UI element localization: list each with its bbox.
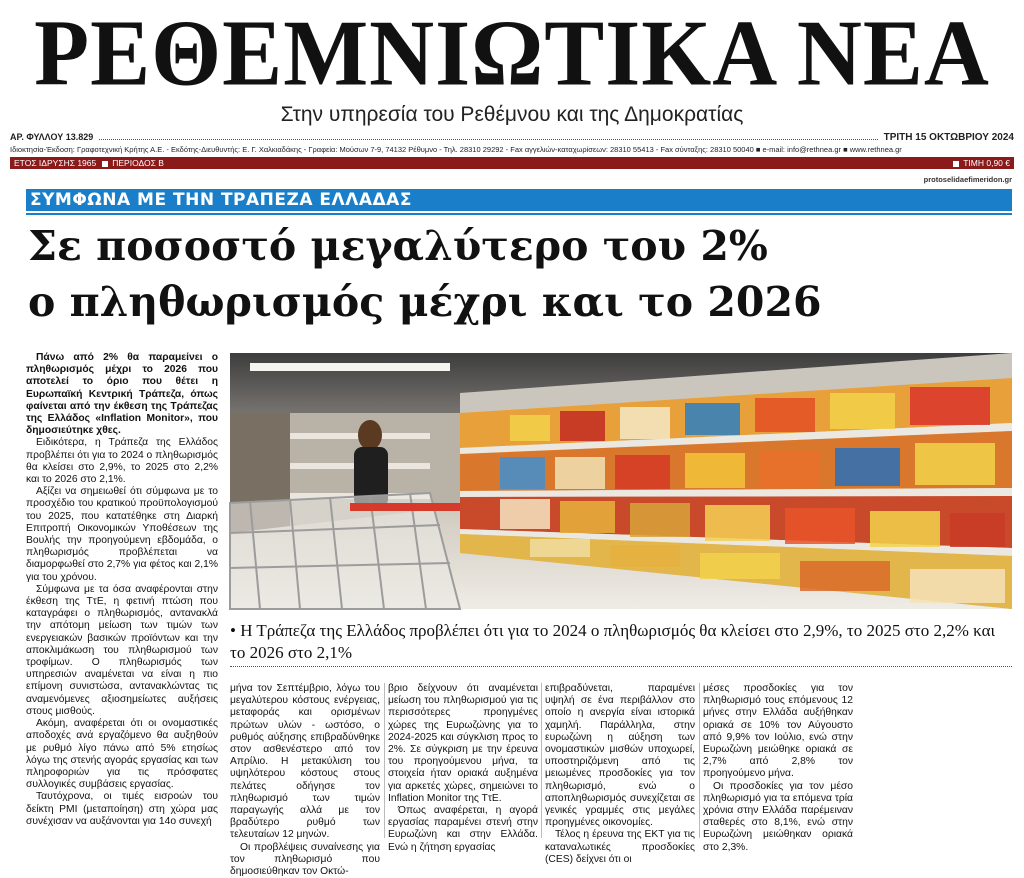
paragraph: Ακόμη, αναφέρεται ότι οι ονομαστικές αποδοχές ανά εργαζόμενο θα αυξηθούν με ρυθμό λίγο πάνω από 5% ετησίως λόγω της στενής αγοράς εργασίας και των πληροφοριών για τις πρόσφατες συλλογικές συμβάσεις εργασίας. (26, 718, 218, 791)
founding-info (14, 158, 164, 168)
article-lead: Πάνω από 2% θα παραμείνει ο πληθωρισμός μέχρι το 2026 που αποτελεί το όριο που θέτει η Ευρωπαϊκή Κεντρική Τράπεζα, όπως φαίνεται από την έκθεση της Τράπεζας της Ελλάδος «Inflation Monitor», που δημοσιεύτηκε χθες. (26, 352, 218, 437)
article-column-2 (230, 683, 380, 878)
column-divider (699, 683, 700, 838)
price-label: ΤΙΜΗ 0,90 € (963, 158, 1010, 168)
paragraph: Σύμφωνα με τα όσα αναφέρονται στην έκθεση της ΤτΕ, η φετινή πτώση που καταγράφει ο πληθωρισμός, αντανακλά την απότομη μείωση των τιμών των ενεργειακών βασικών προϊόντων και την αποκλιμάκωση του πληθωρισμού των τροφίμων. Ο πληθωρισμός των υπηρεσιών αναμένεται να είναι η πιο επίμονη συνιστώσα, αντανακλώντας τις αναμενόμενες αξιοσημείωτες αυξήσεις στους μισθούς. (26, 583, 218, 717)
issue-date: ΤΡΙΤΗ 15 ΟΚΤΩΒΡΙΟΥ 2024 (883, 131, 1014, 143)
masthead (0, 0, 1024, 130)
article-column-1 (26, 352, 218, 828)
headline-line-1: Σε ποσοστό μεγαλύτερο του 2% (28, 222, 768, 270)
column-divider (384, 683, 385, 838)
square-bullet-icon (953, 161, 959, 167)
period-label: ΠΕΡΙΟΔΟΣ Β (112, 158, 164, 168)
paragraph: Ειδικότερα, η Τράπεζα της Ελλάδος προβλέπει ότι για το 2024 ο πληθωρισμός θα κλείσει στο 2,9%, το 2025 στο 2,2% και το 2026 στο 2,1%. (26, 437, 218, 486)
newspaper-slogan: Στην υπηρεσία του Ρεθέμνου και της Δημοκρατίας (280, 103, 744, 126)
issue-number: ΑΡ. ΦΥΛΛΟΥ 13.829 (10, 132, 94, 142)
headline-line-2: ο πληθωρισμός μέχρι και το 2026 (28, 278, 822, 326)
article-column-5 (703, 683, 853, 854)
paragraph: μέσες προσδοκίες για τον πληθωρισμό τους επόμενους 12 μήνες στην Ελλάδα αυξήθηκαν οριακά σε 10% τον Αύγουστο από 9,9% τον Ιούλιο, ενώ στην Ευρωζώνη μειώθηκε οριακά σε 2,7% από 2,8% τον προηγούμενο μήνα. (703, 683, 853, 780)
kicker-underline (26, 213, 1012, 215)
newspaper-title: ΡΕΘΕΜΝΙΩΤΙΚΑ ΝΕΑ (34, 1, 990, 106)
source-watermark: protoselidaefimeridon.gr (923, 175, 1012, 184)
paragraph: Οι προβλέψεις συναίνεσης για τον πληθωρισμό που δημοσιεύθηκαν τον Οκτώ- (230, 841, 380, 878)
kicker-banner (26, 189, 1012, 211)
dotted-divider (99, 134, 877, 140)
paragraph: Όπως αναφέρεται, η αγορά εργασίας παραμένει στενή στην Ευρωζώνη και στην Ελλάδα. Ενώ η ζήτηση εργασίας (388, 805, 538, 853)
paragraph: Αξίζει να σημειωθεί ότι σύμφωνα με το προσχέδιο του κρατικού προϋπολογισμού του 2025, που κατατέθηκε στη Διαρκή Επιτροπή Οικονομικών Υποθέσεων της Βουλής την προηγούμενη εβδομάδα, ο πληθωρισμός προβλέπεται να διαμορφωθεί στο 2,7% για φέτος και 2,1% για του χρόνου. (26, 486, 218, 583)
square-bullet-icon (102, 161, 108, 167)
paragraph: μήνα τον Σεπτέμβριο, λόγω του μεγαλύτερου κόστους ενέργειας, μεταφοράς και ορισμένων πρώτων υλών - ωστόσο, ο ρυθμός αύξησης επιβραδύνθηκε στον ασθενέστερο από τον Απρίλιο. Η μετακύλιση του υψηλότερου κόστους στους πελάτες οδήγησε τον πληθωρισμό των τιμών παραγωγής αλλά με τον βραδύτερο ρυθμό των τελευταίων 12 μηνών. (230, 683, 380, 841)
article-headline (28, 218, 988, 330)
imprint-line: Ιδιοκτησία-Έκδοση: Γραφοτεχνική Κρήτης Α.Ε. - Εκδότης-Διευθυντής: Ε. Γ. Χαλκιαδάκης - Γραφεία: Μούσων 7-9, 74132 Ρέθυμνο - Τηλ. 28310 29292 - Fax αγγελιών-καταχωρίσεων: 28310 55413 - Fax σύνταξης: 28310 50040 ■ e-mail: info@rethnea.gr ■ www.rethnea.gr (10, 145, 902, 154)
paragraph: βριο δείχνουν ότι αναμένεται μείωση του πληθωρισμού για τις περισσότερες προηγμένες χώρες της Ευρωζώνης για το 2024-2025 και σύγκλιση προς το 2%. Σε σύγκριση με την έρευνα του προηγούμενου μήνα, τα στοιχεία ήταν οριακά αυξημένα για αρκετές χώρες, σημειώνει το Inflation Monitor της ΤτΕ. (388, 683, 538, 804)
issue-info-bar (10, 131, 1014, 143)
paragraph: Ταυτόχρονα, οι τιμές εισροών του δείκτη PMI (μεταποίηση) στη χώρα μας συνέχισαν να αυξάνονται για 14ο συνεχή (26, 791, 218, 827)
photo-caption: • Η Τράπεζα της Ελλάδος προβλέπει ότι για το 2024 ο πληθωρισμός θα κλείσει στο 2,9%, το 2025 στο 2,2% και το 2026 στο 2,1% (230, 621, 996, 662)
article-photo-supermarket (230, 353, 1012, 609)
caption-divider (230, 666, 1012, 667)
paragraph: Οι προσδοκίες για τον μέσο πληθωρισμό για τα επόμενα τρία χρόνια στην Ελλάδα παρέμειναν σταθερές στο 8,1%, ενώ στην Ευρωζώνη μειώθηκαν οριακά στο 2,3%. (703, 780, 853, 853)
column-divider (541, 683, 542, 838)
paragraph: Τέλος η έρευνα της ΕΚΤ για τις καταναλωτικές προσδοκίες (CES) δείχνει ότι οι (545, 829, 695, 865)
article-column-3 (388, 683, 538, 854)
price-info (947, 158, 1010, 168)
founding-year: ΕΤΟΣ ΙΔΡΥΣΗΣ 1965 (14, 158, 97, 168)
paragraph: επιβραδύνεται, παραμένει υψηλή σε ένα περιβάλλον στο οποίο η ανεργία είναι ιστορικά χαμηλή. Παράλληλα, στην ευρωζώνη η αύξηση των ονομαστικών μισθών υποχωρεί, υποστηριζόμενη από τις μειωμένες προσδοκίες για τον πληθωρισμό, ενώ ο αποπληθωρισμός συνεχίζεται σε γενικές γραμμές στις μεγάλες προηγμένες οικονομίες. (545, 683, 695, 829)
red-info-bar (10, 157, 1014, 169)
kicker-text: ΣΥΜΦΩΝΑ ΜΕ ΤΗΝ ΤΡΑΠΕΖΑ ΕΛΛΑΔΑΣ (30, 190, 412, 210)
article-column-4 (545, 683, 695, 866)
